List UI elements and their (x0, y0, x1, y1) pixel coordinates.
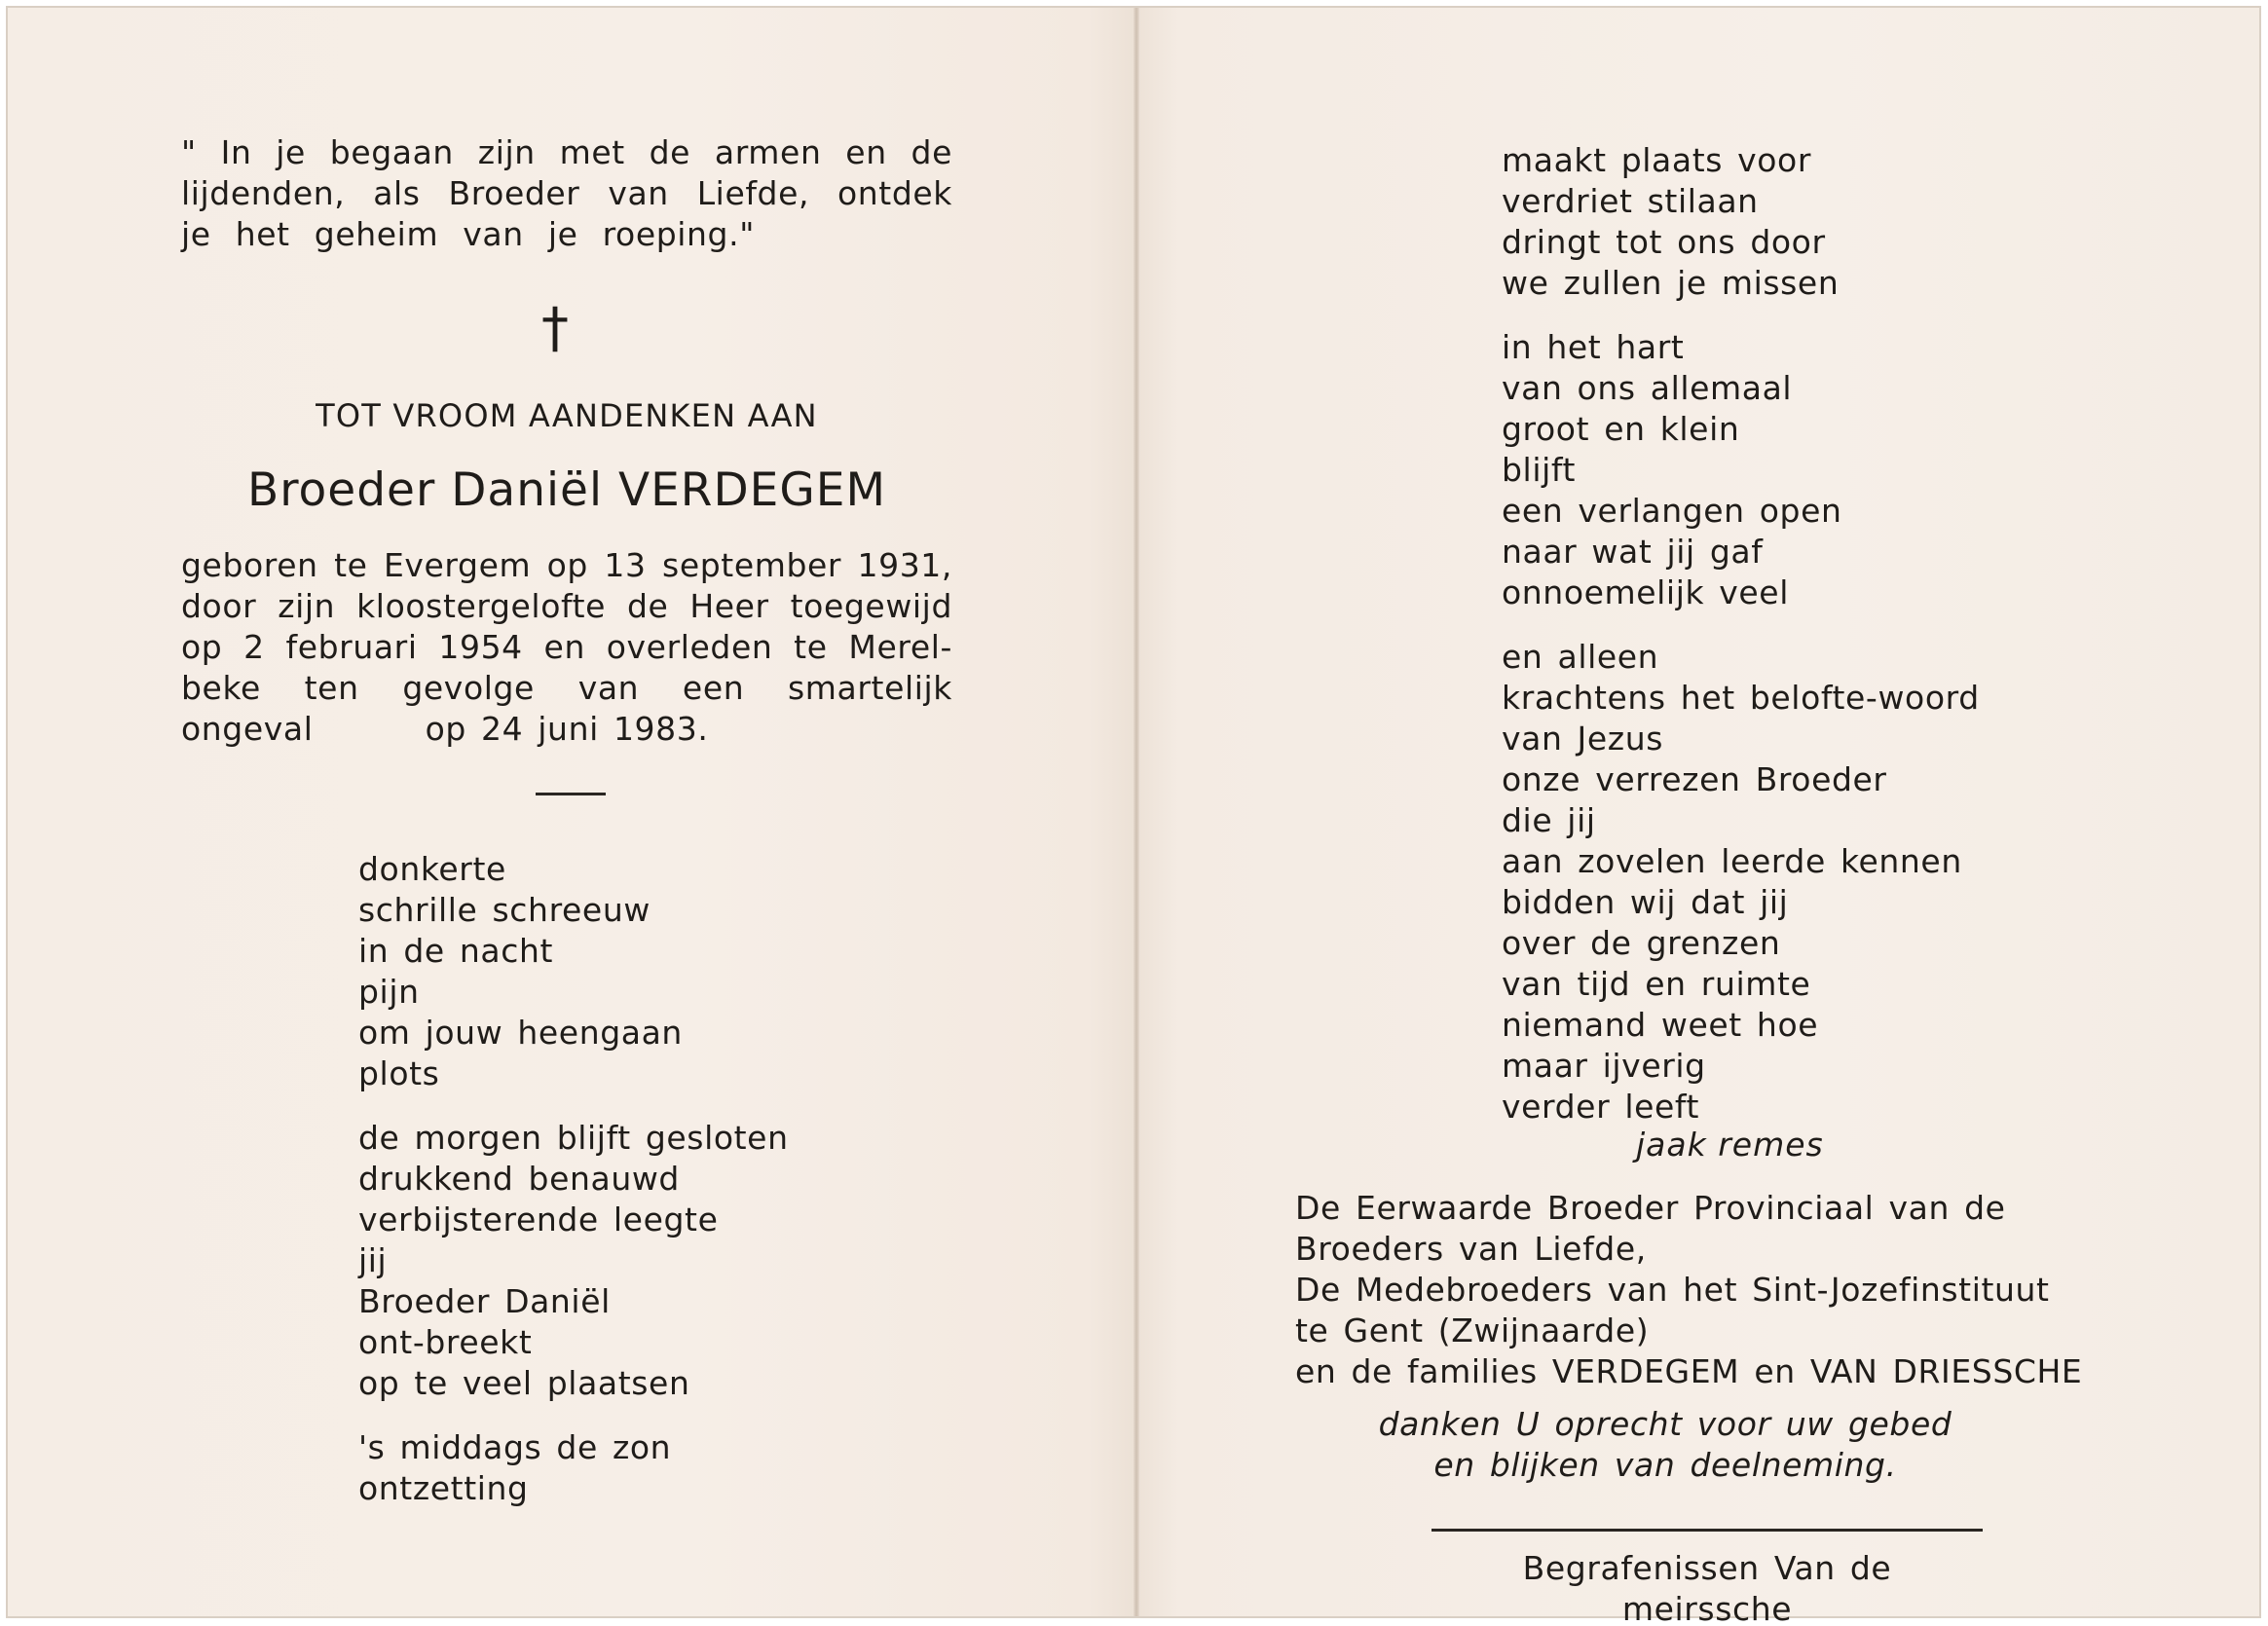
poem-line: die jij (1502, 801, 1596, 839)
poem-line: onze verrezen Broeder (1502, 760, 1887, 798)
poem-line: verdriet stilaan (1502, 182, 1759, 220)
poem-line: we zullen je missen (1502, 264, 1840, 302)
biography (181, 545, 952, 750)
thanks-senders (1295, 1188, 2133, 1392)
poem-line: op te veel plaatsen (358, 1364, 690, 1402)
poem-line: van ons allemaal (1502, 369, 1793, 407)
poem-line: Broeder Daniël (358, 1282, 611, 1320)
quote-line: " In je begaan zijn met de armen en de (181, 133, 952, 171)
bio-line: beke ten gevolge van een smartelijk ongeval (181, 669, 952, 748)
poem-line: drukkend benauwd (358, 1160, 680, 1198)
poem-line: plots (358, 1054, 440, 1092)
thanks-line: Broeders van Liefde, (1295, 1230, 1647, 1268)
right-page (1139, 8, 2259, 1626)
poem-line: maakt plaats voor (1502, 141, 1811, 179)
undertaker-credit: Begrafenissen Van de meirssche (1522, 1549, 1892, 1626)
poem-part-two (1502, 140, 2183, 1151)
poem-line: en alleen (1502, 638, 1659, 676)
poem-line: jij (358, 1241, 388, 1279)
thanks-line: De Eerwaarde Broeder Provinciaal van de (1295, 1189, 2006, 1227)
poem-stanza (1502, 140, 2183, 304)
thanks-message-line: danken U oprecht voor uw gebed (1378, 1405, 1952, 1443)
poem-line: van Jezus (1502, 720, 1664, 758)
thanks-line: De Medebroeders van het Sint-Jozefinstituut (1295, 1271, 2050, 1309)
quote-line: je het geheim van je roeping." (181, 215, 755, 253)
cross-icon: † (541, 297, 569, 360)
quote-line: lijdenden, als Broeder van Liefde, ontdek (181, 174, 952, 212)
memorial-heading: TOT VROOM AANDENKEN AAN (316, 397, 818, 434)
poem-stanza (358, 849, 1040, 1094)
poem-line: over de grenzen (1502, 924, 1781, 962)
poem-line: ont-breekt (358, 1323, 533, 1361)
poem-line: niemand weet hoe (1502, 1006, 1819, 1044)
poem-line: blijft (1502, 451, 1577, 489)
poem-line: groot en klein (1502, 410, 1740, 448)
poem-line: pijn (358, 973, 420, 1011)
poem-line: in het hart (1502, 328, 1685, 366)
poem-line: ontzetting (358, 1469, 529, 1507)
poem-line: verder leeft (1502, 1088, 1700, 1126)
bio-line: op 2 februari 1954 en overleden te Merel- (181, 628, 952, 666)
poem-line: maar ijverig (1502, 1047, 1706, 1085)
poem-stanza (1502, 327, 2183, 613)
poem-author: jaak remes (1636, 1126, 1824, 1164)
poem-line: schrille schreeuw (358, 891, 651, 929)
opening-quote (181, 132, 952, 255)
bio-line: op 24 juni 1983. (425, 710, 709, 748)
poem-line: onnoemelijk veel (1502, 573, 1789, 611)
poem-line: krachtens het belofte-woord (1502, 679, 1980, 717)
poem-line: verbijsterende leegte (358, 1201, 719, 1238)
poem-line: een verlangen open (1502, 492, 1842, 530)
poem-line: aan zovelen leerde kennen (1502, 842, 1962, 880)
memorial-card (8, 8, 2259, 1626)
poem-stanza (358, 1427, 1040, 1509)
poem-line: bidden wij dat jij (1502, 883, 1789, 921)
poem-line: 's middags de zon (358, 1428, 672, 1466)
bio-line: geboren te Evergem op 13 september 1931, (181, 546, 952, 584)
left-page (8, 8, 1134, 1616)
poem-line: in de nacht (358, 932, 554, 970)
poem-line: om jouw heengaan (358, 1014, 683, 1052)
poem-line: donkerte (358, 850, 506, 888)
divider (536, 793, 606, 795)
divider (1431, 1529, 1983, 1532)
thanks-message (1334, 1404, 1996, 1486)
poem-line: de morgen blijft gesloten (358, 1119, 789, 1157)
thanks-line: te Gent (Zwijnaarde) (1295, 1312, 1650, 1349)
thanks-message-line: en blijken van deelneming. (1433, 1446, 1897, 1484)
poem-stanza (1502, 637, 2183, 1127)
thanks-line: en de families VERDEGEM en VAN DRIESSCHE (1295, 1352, 2083, 1390)
poem-line: van tijd en ruimte (1502, 965, 1811, 1003)
poem-part-one (358, 849, 1040, 1533)
poem-line: dringt tot ons door (1502, 223, 1826, 261)
poem-line: naar wat jij gaf (1502, 533, 1764, 571)
deceased-name: Broeder Daniël VERDEGEM (246, 463, 887, 517)
bio-line: door zijn kloostergelofte de Heer toegewijd (181, 587, 952, 625)
poem-stanza (358, 1118, 1040, 1404)
